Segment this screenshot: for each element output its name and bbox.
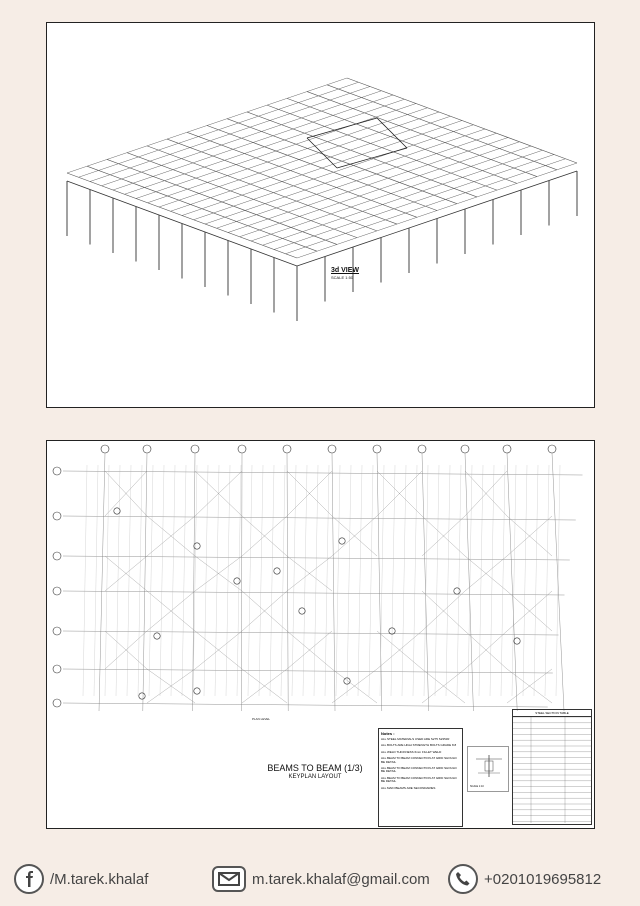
connection-bubble <box>344 678 350 684</box>
notes-box <box>378 728 463 827</box>
secondary-beam <box>160 465 164 696</box>
grid-bubble-col <box>418 445 426 453</box>
grid-bubble-col <box>143 445 151 453</box>
grid-bubble-row <box>53 699 61 707</box>
secondary-beam <box>369 465 373 696</box>
grid-bubble-col <box>238 445 246 453</box>
notes-heading: Notes : <box>381 731 395 736</box>
secondary-beam <box>545 465 549 696</box>
grid-bubble-row <box>53 587 61 595</box>
section-table <box>512 709 592 825</box>
secondary-beam <box>138 465 142 696</box>
secondary-beam <box>501 465 505 696</box>
deck-girder <box>182 121 462 216</box>
connection-bubble <box>274 568 280 574</box>
grid-bubble-col <box>548 445 556 453</box>
secondary-beam <box>182 465 186 696</box>
secondary-beam <box>402 465 406 696</box>
grid-bubble-col <box>191 445 199 453</box>
grid-bubble-row <box>53 627 61 635</box>
secondary-beam <box>149 465 153 696</box>
connection-bubble <box>514 638 520 644</box>
secondary-beam <box>479 465 483 696</box>
secondary-beam <box>457 465 461 696</box>
grid-line-col <box>507 453 517 711</box>
secondary-beam <box>127 465 131 696</box>
connection-bubble <box>194 688 200 694</box>
grid-line-row <box>63 471 583 475</box>
secondary-beam <box>248 465 252 696</box>
grid-bubble-row <box>53 552 61 560</box>
deck-girder <box>217 133 497 228</box>
grid-bubble-col <box>503 445 511 453</box>
deck-girder <box>263 150 543 245</box>
grid-line-col <box>332 453 335 711</box>
email-address: m.tarek.khalaf@gmail.com <box>252 870 430 888</box>
secondary-beam <box>215 465 219 696</box>
phone-icon <box>448 864 478 894</box>
deck-girder <box>274 155 554 250</box>
grid-line-row <box>63 591 565 595</box>
note-item: ALL STEEL MATERIALS USED ARE S275 S235JR <box>381 737 450 741</box>
view-scale: SCALE 1:50 <box>331 275 354 280</box>
connection-bubble <box>139 693 145 699</box>
sheet-3d-view <box>46 22 595 408</box>
deck-girder <box>148 108 428 203</box>
connection-bubble <box>194 543 200 549</box>
grid-line-col <box>287 453 288 711</box>
deck-girder <box>228 138 508 233</box>
note-item: ALL BEAM TO BEAM CONNECTION AT GRID SHOULD BE DETAIL <box>381 766 457 774</box>
secondary-beam <box>336 465 340 696</box>
secondary-beam <box>193 465 197 696</box>
secondary-beam <box>347 465 351 696</box>
deck-girder <box>90 87 370 182</box>
grid-bubble-col <box>283 445 291 453</box>
3d-structure-drawing <box>47 23 596 409</box>
plan-label: PLAN LEVEL <box>252 717 271 721</box>
deck-girder <box>67 78 347 173</box>
grid-line-row <box>63 631 559 635</box>
grid-line-col <box>377 453 382 711</box>
note-item: ALL BOLTS ARE HIGH STRENGTH BOLTS GRADE 8.8 <box>381 743 457 748</box>
plan-title: BEAMS TO BEAM (1/3) <box>267 763 363 773</box>
grid-bubble-col <box>328 445 336 453</box>
secondary-beam <box>292 465 296 696</box>
grid-bubble-col <box>373 445 381 453</box>
secondary-beam <box>435 465 439 696</box>
grid-line-col <box>193 453 195 711</box>
note-item: ALL BEAM TO BEAM CONNECTION AT GRID SHOULD BE DETAIL <box>381 756 457 764</box>
connection-bubble <box>154 633 160 639</box>
note-item: ALL BEAM TO BEAM CONNECTION AT GRID SHOULD BE DETAIL <box>381 775 457 784</box>
plan-subtitle: KEYPLAN LAYOUT <box>288 774 342 780</box>
deck-girder <box>125 99 405 194</box>
grid-bubble-row <box>53 512 61 520</box>
secondary-beam <box>83 465 87 696</box>
secondary-beam <box>556 465 560 696</box>
connection-bubble <box>299 608 305 614</box>
deck-girder <box>194 125 474 220</box>
secondary-beam <box>468 465 472 696</box>
deck-girder <box>136 104 416 199</box>
secondary-beam <box>259 465 263 696</box>
secondary-beam <box>303 465 307 696</box>
secondary-beam <box>204 465 208 696</box>
secondary-beam <box>116 465 120 696</box>
view-title: 3d VIEW <box>331 267 360 274</box>
secondary-beam <box>380 465 384 696</box>
table-grid <box>513 717 591 823</box>
deck-girder <box>205 129 485 224</box>
secondary-beam <box>314 465 318 696</box>
connection-bubble <box>234 578 240 584</box>
connection-detail <box>467 746 509 792</box>
facebook-contact[interactable] <box>14 857 148 901</box>
deck-girder <box>102 91 382 186</box>
secondary-beam <box>171 465 175 696</box>
phone-contact[interactable] <box>448 857 601 901</box>
secondary-beam <box>490 465 494 696</box>
secondary-beam <box>413 465 417 696</box>
deck-girder <box>171 116 451 211</box>
grid-line-col <box>241 453 242 711</box>
secondary-beam <box>325 465 329 696</box>
deck-girder <box>159 112 439 207</box>
facebook-handle: /M.tarek.khalaf <box>50 870 149 888</box>
grid-line-row <box>63 516 576 520</box>
note-item: ALL WELD THICKNESS 6mm FILLET WELD <box>381 749 442 754</box>
deck-girder <box>286 159 566 254</box>
connection-bubble <box>339 538 345 544</box>
secondary-beam <box>523 465 527 696</box>
secondary-beam <box>226 465 230 696</box>
secondary-beam <box>281 465 285 696</box>
secondary-beam <box>534 465 538 696</box>
detail-label: SCALE 1:10 <box>470 785 484 788</box>
table-title: STEEL SECTION TABLE <box>513 710 591 717</box>
email-contact[interactable] <box>212 857 430 901</box>
secondary-beam <box>270 465 274 696</box>
grid-bubble-row <box>53 665 61 673</box>
mail-icon <box>212 866 246 892</box>
secondary-beam <box>391 465 395 696</box>
grid-line-col <box>143 453 147 711</box>
deck-girder <box>113 95 393 190</box>
sheet-plan-layout <box>46 440 595 829</box>
secondary-beam <box>94 465 98 696</box>
grid-bubble-row <box>53 467 61 475</box>
deck-girder <box>251 146 531 241</box>
phone-number: +0201019695812 <box>484 870 602 888</box>
grid-bubble-col <box>101 445 109 453</box>
grid-line-row <box>63 703 548 707</box>
deck-girder <box>79 82 359 177</box>
secondary-beam <box>105 465 109 696</box>
connection-bubble <box>454 588 460 594</box>
facebook-icon <box>14 864 44 894</box>
secondary-beam <box>358 465 362 696</box>
grid-bubble-col <box>461 445 469 453</box>
note-item: ALL MAIN BEAMS ARE SECONDARIES <box>381 785 436 790</box>
grid-line-col <box>99 453 105 711</box>
secondary-beam <box>446 465 450 696</box>
